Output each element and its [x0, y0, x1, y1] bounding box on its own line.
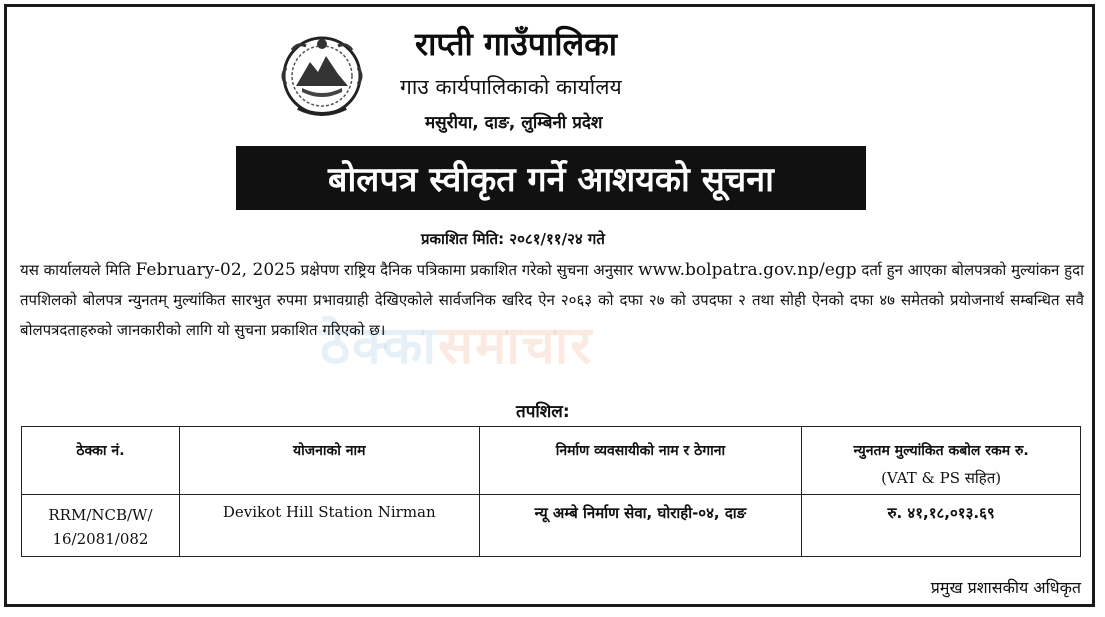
header-contract-no: ठेक्का नं.: [22, 427, 180, 495]
notice-banner: [236, 146, 866, 210]
header-builder: निर्माण व्यवसायीको नाम र ठेगाना: [479, 427, 802, 495]
watermark-part1: ठेक्का: [320, 316, 438, 376]
body-part1: यस कार्यालयले मिति: [20, 261, 136, 279]
watermark-part2: समाचार: [437, 316, 594, 376]
table-header-row: [22, 427, 1081, 495]
cell-contract-no: RRM/NCB/W/ 16/2081/082: [22, 495, 180, 557]
body-part2: प्रक्षेपण राष्ट्रिय दैनिक पत्रिकामा प्रकाशित गरेको सुचना अनुसार: [295, 261, 638, 279]
cell-project-name: Devikot Hill Station Nirman: [179, 495, 479, 557]
notice-banner-text: बोलपत्र स्वीकृत गर्ने आशयको सूचना: [328, 160, 774, 200]
office-address: मसुरीया, दाङ, लुम्बिनी प्रदेश: [425, 113, 603, 133]
notice-body: [20, 255, 1084, 345]
municipality-title: राप्ती गाउँपालिका: [415, 25, 618, 63]
cell-amount: रु. ४१,१८,०१३.६९: [802, 495, 1081, 557]
body-date: February-02, 2025: [135, 260, 296, 280]
header-amount-line2: (VAT & PS सहित): [881, 469, 1002, 487]
nepal-emblem-icon: [272, 28, 372, 124]
header-amount: [802, 427, 1081, 495]
office-subtitle: गाउ कार्यपालिकाको कार्यालय: [400, 75, 622, 99]
table-heading: तपशिल:: [516, 402, 570, 422]
table-row: [22, 495, 1081, 557]
header-amount-line1: न्युनतम मुल्यांकित कबोल रकम रु.: [853, 443, 1029, 459]
body-part3: दर्ता हुन आएका बोलपत्रको मुल्यांकन हुदा तपशिलको बोलपत्र न्युनतम् मुल्यांकित सारभुत रुपमा प्रभावग्राही देखिएकोले सार्वजनिक खरिद ऐन २०६३ को दफा २७ को उपदफा २ तथा सोही ऐनको दफा ४७ समेतको प्रयोजनार्थ सम्बन्धित सवै बोलपत्रदताहरुको जानकारीको लागि यो सुचना प्रकाशित गरिएको छ।: [20, 261, 1084, 339]
header-project-name: योजनाको नाम: [179, 427, 479, 495]
cell-builder: न्यू अम्बे निर्माण सेवा, घोराही-०४, दाङ: [479, 495, 802, 557]
signatory-title: प्रमुख प्रशासकीय अधिकृत: [930, 578, 1081, 597]
details-table: [21, 426, 1081, 557]
body-url: www.bolpatra.gov.np/egp: [637, 260, 857, 280]
published-date: प्रकाशित मिति: २०८१/११/२४ गते: [421, 230, 605, 248]
